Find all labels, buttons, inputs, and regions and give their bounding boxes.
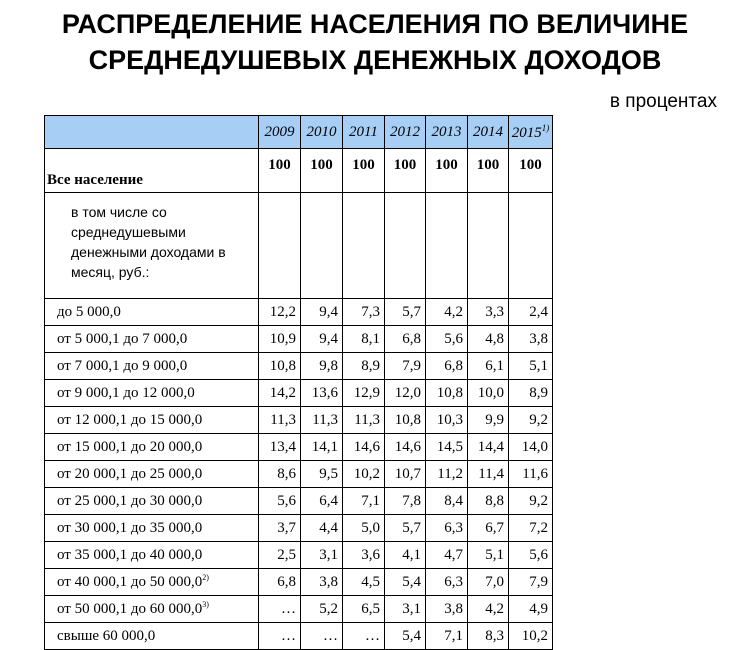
row-label bbox=[45, 434, 259, 461]
value-cell-text: 9,2 bbox=[529, 492, 548, 509]
value-cell-text: 10,3 bbox=[436, 411, 463, 428]
value-cell bbox=[426, 326, 468, 353]
value-cell-text: 4,7 bbox=[444, 546, 463, 563]
value-cell bbox=[259, 353, 301, 380]
value-cell-text: 5,2 bbox=[319, 600, 338, 617]
row-label-text: от 30 000,1 до 35 000,0 bbox=[57, 519, 203, 536]
value-cell-text: 14,4 bbox=[477, 438, 504, 455]
value-cell-text: 2,5 bbox=[277, 546, 296, 563]
value-cell-text: 8,8 bbox=[485, 492, 504, 509]
value-cell-text: 3,3 bbox=[485, 303, 504, 320]
value-cell bbox=[509, 515, 553, 542]
year-header bbox=[301, 116, 343, 149]
value-cell bbox=[509, 434, 553, 461]
value-cell-text: … bbox=[323, 627, 338, 644]
row-label bbox=[45, 326, 259, 353]
value-cell-text: 3,6 bbox=[361, 546, 380, 563]
row-label-text: от 12 000,1 до 15 000,0 bbox=[57, 411, 203, 428]
value-cell bbox=[509, 461, 553, 488]
row-label bbox=[45, 623, 259, 650]
empty-cell bbox=[343, 193, 385, 299]
value-cell bbox=[259, 149, 301, 193]
value-cell-text: 11,4 bbox=[478, 465, 504, 482]
value-cell bbox=[426, 623, 468, 650]
value-cell bbox=[468, 353, 509, 380]
value-cell bbox=[259, 299, 301, 326]
row-label bbox=[45, 149, 259, 193]
value-cell bbox=[301, 569, 343, 596]
value-cell bbox=[343, 461, 385, 488]
value-cell-text: 10,7 bbox=[394, 465, 421, 482]
value-cell bbox=[426, 461, 468, 488]
value-cell bbox=[426, 569, 468, 596]
value-cell-text: 14,1 bbox=[311, 438, 338, 455]
value-cell-text: 5,6 bbox=[444, 330, 463, 347]
value-cell-text: 4,1 bbox=[402, 546, 421, 563]
value-cell-text: 7,9 bbox=[529, 573, 548, 590]
value-cell bbox=[509, 596, 553, 623]
value-cell-text: 4,5 bbox=[361, 573, 380, 590]
value-cell-text: 13,4 bbox=[269, 438, 296, 455]
row-label-text: от 25 000,1 до 30 000,0 bbox=[57, 492, 203, 509]
value-cell-text: 6,5 bbox=[361, 600, 380, 617]
row-label-text: от 50 000,1 до 60 000,0 bbox=[57, 601, 203, 617]
value-cell-text: 3,1 bbox=[319, 546, 338, 563]
row-label-text: от 40 000,1 до 50 000,0 bbox=[57, 574, 203, 590]
value-cell bbox=[509, 569, 553, 596]
value-cell bbox=[385, 353, 426, 380]
value-cell bbox=[385, 623, 426, 650]
value-cell bbox=[468, 569, 509, 596]
value-cell-text: 7,1 bbox=[361, 492, 380, 509]
empty-cell bbox=[468, 193, 509, 299]
value-cell-text: 100 bbox=[476, 157, 500, 173]
row-label bbox=[45, 569, 259, 596]
row-label-text: от 20 000,1 до 25 000,0 bbox=[57, 465, 203, 482]
value-cell-text: 7,2 bbox=[529, 519, 548, 536]
value-cell-text: 6,8 bbox=[444, 357, 463, 374]
value-cell bbox=[301, 461, 343, 488]
value-cell bbox=[259, 434, 301, 461]
value-cell-text: 12,9 bbox=[353, 384, 380, 401]
value-cell bbox=[468, 326, 509, 353]
value-cell-text: 6,4 bbox=[319, 492, 338, 509]
header-row bbox=[45, 116, 553, 149]
value-cell-text: 7,0 bbox=[485, 573, 504, 590]
value-cell-text: 100 bbox=[435, 157, 458, 173]
value-cell-text: 10,2 bbox=[521, 627, 548, 644]
value-cell-text: 14,5 bbox=[436, 438, 463, 455]
header-corner-cell bbox=[45, 116, 259, 149]
value-cell-text: 5,7 bbox=[402, 519, 421, 536]
value-cell bbox=[259, 488, 301, 515]
row-label bbox=[45, 596, 259, 623]
value-cell bbox=[426, 515, 468, 542]
footnote-mark: 1) bbox=[541, 122, 550, 133]
subgroup-note-row bbox=[45, 193, 553, 299]
value-cell-text: 3,1 bbox=[402, 600, 421, 617]
value-cell-text: 13,6 bbox=[311, 384, 338, 401]
value-cell bbox=[259, 515, 301, 542]
value-cell bbox=[426, 542, 468, 569]
value-cell bbox=[343, 542, 385, 569]
value-cell bbox=[509, 299, 553, 326]
value-cell bbox=[301, 434, 343, 461]
value-cell-text: 5,4 bbox=[402, 627, 421, 644]
value-cell bbox=[509, 488, 553, 515]
value-cell bbox=[509, 407, 553, 434]
value-cell bbox=[385, 326, 426, 353]
table-row bbox=[45, 488, 553, 515]
year-header-text: 2013 bbox=[431, 123, 462, 140]
table-row bbox=[45, 380, 553, 407]
row-label-text: от 9 000,1 до 12 000,0 bbox=[57, 384, 195, 401]
value-cell-text: 4,2 bbox=[444, 303, 463, 320]
value-cell bbox=[301, 596, 343, 623]
year-header bbox=[259, 116, 301, 149]
value-cell bbox=[385, 407, 426, 434]
year-header-text: 2009 bbox=[264, 123, 295, 140]
year-header-text: 2012 bbox=[390, 123, 420, 140]
value-cell-text: 12,0 bbox=[394, 384, 421, 401]
value-cell bbox=[426, 353, 468, 380]
value-cell-text: 9,4 bbox=[319, 303, 338, 320]
row-label-text: Все население bbox=[47, 172, 143, 188]
value-cell bbox=[343, 326, 385, 353]
value-cell-text: 100 bbox=[519, 157, 542, 173]
value-cell-text: 6,1 bbox=[485, 357, 504, 374]
value-cell-text: 8,6 bbox=[277, 465, 296, 482]
value-cell-text: 14,2 bbox=[269, 384, 296, 401]
value-cell bbox=[343, 380, 385, 407]
value-cell-text: 100 bbox=[310, 157, 333, 173]
year-header-text: 2015 bbox=[511, 124, 542, 141]
value-cell-text: 7,9 bbox=[402, 357, 421, 374]
value-cell-text: 6,7 bbox=[485, 519, 504, 536]
value-cell bbox=[259, 326, 301, 353]
value-cell bbox=[301, 299, 343, 326]
value-cell bbox=[426, 299, 468, 326]
empty-cell bbox=[426, 193, 468, 299]
value-cell-text: 5,4 bbox=[402, 573, 421, 590]
empty-cell bbox=[259, 193, 301, 299]
value-cell-text: 2,4 bbox=[529, 303, 548, 320]
value-cell bbox=[468, 596, 509, 623]
row-label bbox=[45, 515, 259, 542]
value-cell-text: 10,8 bbox=[269, 357, 296, 374]
empty-cell bbox=[301, 193, 343, 299]
value-cell bbox=[426, 149, 468, 193]
value-cell-text: 6,8 bbox=[402, 330, 421, 347]
value-cell-text: 14,0 bbox=[521, 438, 548, 455]
value-cell bbox=[343, 623, 385, 650]
value-cell-text: 4,4 bbox=[319, 519, 338, 536]
value-cell bbox=[259, 596, 301, 623]
value-cell-text: 10,8 bbox=[436, 384, 463, 401]
value-cell bbox=[343, 569, 385, 596]
table-row bbox=[45, 542, 553, 569]
value-cell bbox=[468, 380, 509, 407]
value-cell-text: 4,2 bbox=[485, 600, 504, 617]
year-header bbox=[385, 116, 426, 149]
value-cell bbox=[343, 488, 385, 515]
value-cell-text: … bbox=[281, 600, 296, 617]
value-cell bbox=[343, 515, 385, 542]
year-header bbox=[468, 116, 509, 149]
value-cell-text: 10,9 bbox=[269, 330, 296, 347]
year-header bbox=[343, 116, 385, 149]
value-cell-text: 100 bbox=[393, 157, 417, 173]
value-cell bbox=[301, 326, 343, 353]
table-row bbox=[45, 596, 553, 623]
value-cell-text: 5,7 bbox=[402, 303, 421, 320]
value-cell bbox=[343, 434, 385, 461]
row-label-text: от 7 000,1 до 9 000,0 bbox=[57, 357, 188, 374]
value-cell-text: 11,3 bbox=[354, 411, 380, 428]
value-cell-text: 100 bbox=[352, 157, 375, 173]
value-cell-text: 8,4 bbox=[444, 492, 463, 509]
value-cell-text: 9,8 bbox=[319, 357, 338, 374]
value-cell bbox=[509, 353, 553, 380]
value-cell-text: 14,6 bbox=[394, 438, 421, 455]
value-cell-text: 8,1 bbox=[361, 330, 380, 347]
page-title bbox=[0, 6, 750, 78]
value-cell-text: 3,8 bbox=[444, 600, 463, 617]
row-label bbox=[45, 488, 259, 515]
value-cell-text: 5,6 bbox=[529, 546, 548, 563]
value-cell bbox=[385, 380, 426, 407]
table-row bbox=[45, 461, 553, 488]
title-line-2: СРЕДНЕДУШЕВЫХ ДЕНЕЖНЫХ ДОХОДОВ bbox=[88, 45, 662, 75]
value-cell-text: 11,3 bbox=[312, 411, 338, 428]
value-cell bbox=[301, 623, 343, 650]
value-cell bbox=[385, 596, 426, 623]
value-cell-text: 4,9 bbox=[529, 600, 548, 617]
value-cell-text: 100 bbox=[268, 157, 291, 173]
value-cell bbox=[259, 623, 301, 650]
value-cell bbox=[343, 149, 385, 193]
value-cell-text: 10,2 bbox=[353, 465, 380, 482]
table-row bbox=[45, 623, 553, 650]
value-cell-text: 10,8 bbox=[394, 411, 421, 428]
year-header bbox=[426, 116, 468, 149]
value-cell bbox=[426, 380, 468, 407]
value-cell bbox=[385, 542, 426, 569]
value-cell-text: 11,6 bbox=[522, 465, 548, 482]
value-cell bbox=[301, 542, 343, 569]
value-cell bbox=[301, 149, 343, 193]
income-distribution-table bbox=[44, 115, 553, 650]
title-line-1: РАСПРЕДЕЛЕНИЕ НАСЕЛЕНИЯ ПО ВЕЛИЧИНЕ bbox=[61, 9, 689, 39]
value-cell bbox=[468, 623, 509, 650]
row-label-text: до 5 000,0 bbox=[57, 303, 121, 320]
value-cell bbox=[301, 488, 343, 515]
value-cell-text: 11,3 bbox=[270, 411, 296, 428]
value-cell bbox=[426, 488, 468, 515]
row-label-text: от 35 000,1 до 40 000,0 bbox=[57, 546, 203, 563]
value-cell-text: 5,1 bbox=[485, 546, 504, 563]
year-header-text: 2014 bbox=[473, 123, 503, 140]
row-label bbox=[45, 380, 259, 407]
row-label bbox=[45, 407, 259, 434]
value-cell-text: 9,9 bbox=[485, 411, 504, 428]
value-cell-text: 5,6 bbox=[277, 492, 296, 509]
value-cell bbox=[468, 299, 509, 326]
value-cell-text: … bbox=[365, 627, 380, 644]
table-row bbox=[45, 326, 553, 353]
table-row bbox=[45, 353, 553, 380]
value-cell bbox=[385, 434, 426, 461]
value-cell-text: … bbox=[281, 627, 296, 644]
year-header-text: 2011 bbox=[349, 123, 378, 140]
row-label-text: от 5 000,1 до 7 000,0 bbox=[57, 330, 188, 347]
value-cell bbox=[426, 407, 468, 434]
value-cell bbox=[301, 380, 343, 407]
value-cell-text: 3,8 bbox=[319, 573, 338, 590]
row-label bbox=[45, 299, 259, 326]
value-cell bbox=[468, 149, 509, 193]
value-cell bbox=[509, 623, 553, 650]
value-cell bbox=[259, 461, 301, 488]
value-cell bbox=[468, 407, 509, 434]
value-cell bbox=[509, 149, 553, 193]
value-cell-text: 7,3 bbox=[361, 303, 380, 320]
value-cell-text: 8,3 bbox=[485, 627, 504, 644]
subgroup-note bbox=[45, 193, 259, 299]
value-cell-text: 14,6 bbox=[353, 438, 380, 455]
value-cell bbox=[301, 515, 343, 542]
table-row bbox=[45, 407, 553, 434]
value-cell bbox=[468, 515, 509, 542]
value-cell bbox=[343, 596, 385, 623]
year-header bbox=[509, 116, 553, 149]
value-cell-text: 8,9 bbox=[361, 357, 380, 374]
value-cell bbox=[509, 380, 553, 407]
value-cell bbox=[385, 461, 426, 488]
value-cell bbox=[385, 149, 426, 193]
total-row bbox=[45, 149, 553, 193]
table-row bbox=[45, 434, 553, 461]
empty-cell bbox=[385, 193, 426, 299]
footnote-mark: 2) bbox=[202, 573, 209, 582]
value-cell-text: 5,1 bbox=[529, 357, 548, 374]
value-cell bbox=[426, 596, 468, 623]
value-cell bbox=[343, 353, 385, 380]
year-header-text: 2010 bbox=[306, 123, 337, 140]
subgroup-note-text: в том числе со среднедушевыми денежными доходами в месяц, руб.: bbox=[71, 204, 226, 280]
value-cell-text: 5,0 bbox=[361, 519, 380, 536]
value-cell-text: 12,2 bbox=[269, 303, 296, 320]
value-cell bbox=[301, 407, 343, 434]
value-cell bbox=[385, 569, 426, 596]
footnote-mark: 3) bbox=[202, 600, 209, 609]
table-row bbox=[45, 569, 553, 596]
value-cell-text: 7,1 bbox=[444, 627, 463, 644]
value-cell-text: 9,4 bbox=[319, 330, 338, 347]
value-cell bbox=[468, 488, 509, 515]
value-cell bbox=[468, 542, 509, 569]
value-cell bbox=[301, 353, 343, 380]
value-cell-text: 3,7 bbox=[277, 519, 296, 536]
value-cell-text: 6,3 bbox=[444, 519, 463, 536]
value-cell-text: 10,0 bbox=[477, 384, 504, 401]
table-body bbox=[45, 116, 553, 650]
value-cell-text: 9,2 bbox=[529, 411, 548, 428]
value-cell-text: 6,3 bbox=[444, 573, 463, 590]
value-cell-text: 11,2 bbox=[437, 465, 463, 482]
value-cell bbox=[385, 299, 426, 326]
row-label bbox=[45, 542, 259, 569]
value-cell bbox=[343, 299, 385, 326]
empty-cell bbox=[509, 193, 553, 299]
value-cell bbox=[385, 488, 426, 515]
value-cell-text: 6,8 bbox=[277, 573, 296, 590]
value-cell bbox=[259, 407, 301, 434]
table-row bbox=[45, 515, 553, 542]
value-cell-text: 3,8 bbox=[529, 330, 548, 347]
units-caption: в процентах bbox=[609, 91, 717, 112]
value-cell-text: 8,9 bbox=[529, 384, 548, 401]
value-cell bbox=[343, 407, 385, 434]
value-cell-text: 7,8 bbox=[402, 492, 421, 509]
value-cell bbox=[468, 461, 509, 488]
value-cell bbox=[509, 326, 553, 353]
value-cell bbox=[259, 380, 301, 407]
value-cell bbox=[426, 434, 468, 461]
row-label bbox=[45, 461, 259, 488]
value-cell bbox=[385, 515, 426, 542]
value-cell bbox=[509, 542, 553, 569]
value-cell bbox=[259, 569, 301, 596]
value-cell-text: 4,8 bbox=[485, 330, 504, 347]
row-label-text: от 15 000,1 до 20 000,0 bbox=[57, 438, 203, 455]
value-cell bbox=[468, 434, 509, 461]
value-cell-text: 9,5 bbox=[319, 465, 338, 482]
row-label-text: свыше 60 000,0 bbox=[57, 627, 156, 644]
row-label bbox=[45, 353, 259, 380]
table-row bbox=[45, 299, 553, 326]
value-cell bbox=[259, 542, 301, 569]
